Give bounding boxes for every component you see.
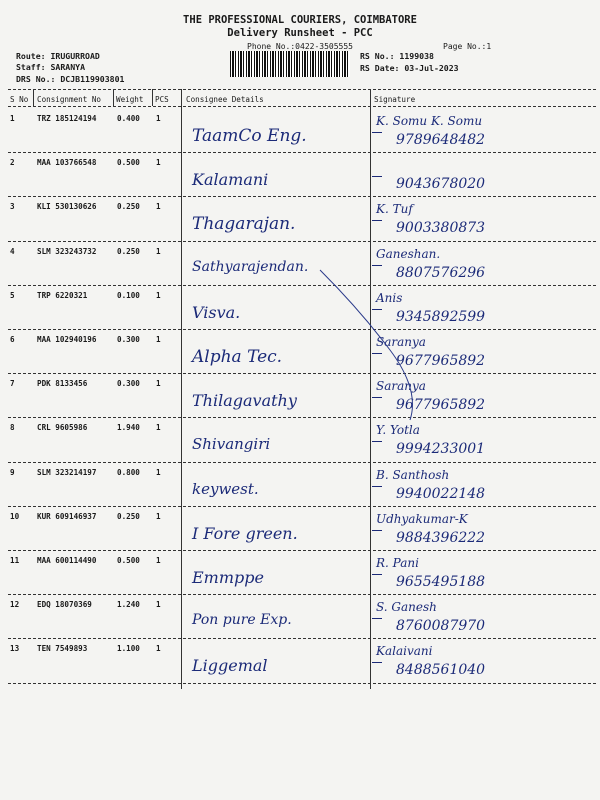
col-consignee: Consignee Details bbox=[186, 95, 264, 104]
col-sno: S No bbox=[10, 95, 29, 104]
row-consignee-handwritten: keywest. bbox=[192, 479, 259, 498]
row-phone-handwritten: 9677965892 bbox=[396, 353, 486, 369]
row-sno: 12 bbox=[10, 600, 20, 610]
runsheet-subtitle: Delivery Runsheet - PCC bbox=[227, 27, 373, 39]
row-signature: Ganeshan. bbox=[376, 246, 441, 261]
row-weight: 0.500 bbox=[117, 556, 140, 565]
drs-number: DRS No.: DCJB119903801 bbox=[16, 74, 125, 84]
row-signature: B. Santhosh bbox=[376, 467, 450, 482]
row-consignment-no: MAA 102940196 bbox=[37, 335, 97, 344]
route-label: Route: IRUGURROAD bbox=[16, 51, 100, 61]
row-phone-handwritten: 9884396222 bbox=[396, 529, 486, 546]
row-phone-handwritten: 9940022148 bbox=[396, 485, 486, 502]
row-pen-dash bbox=[372, 132, 382, 133]
row-consignee-handwritten: Alpha Tec. bbox=[192, 347, 283, 367]
row-separator bbox=[8, 196, 596, 197]
row-pcs: 1 bbox=[156, 423, 161, 433]
row-pcs: 1 bbox=[156, 246, 161, 256]
row-phone-handwritten: 9994233001 bbox=[396, 441, 486, 458]
row-weight: 0.250 bbox=[117, 511, 140, 521]
row-consignee-handwritten: Visva. bbox=[192, 302, 241, 322]
row-weight: 0.500 bbox=[117, 158, 140, 168]
row-phone-handwritten: 9655495188 bbox=[396, 574, 486, 590]
row-consignee-handwritten: I Fore green. bbox=[192, 523, 298, 543]
row-phone-handwritten: 8807576296 bbox=[396, 264, 486, 281]
row-pcs: 1 bbox=[156, 114, 161, 123]
row-separator bbox=[8, 594, 596, 595]
row-weight: 0.250 bbox=[117, 246, 140, 256]
phone-number: Phone No.:0422-3505555 bbox=[247, 42, 353, 51]
row-pen-dash bbox=[372, 574, 382, 575]
row-phone-handwritten: 9043678020 bbox=[396, 176, 486, 193]
row-signature: K. Somu K. Somu bbox=[376, 114, 483, 128]
row-consignment-no: TRP 6220321 bbox=[37, 290, 88, 300]
col-divider bbox=[152, 89, 153, 106]
row-signature: Saranya bbox=[376, 379, 426, 394]
row-sno: 3 bbox=[10, 202, 15, 212]
row-weight: 0.400 bbox=[117, 114, 140, 123]
row-phone-handwritten: 9677965892 bbox=[396, 397, 486, 414]
row-sno: 8 bbox=[10, 423, 15, 433]
row-signature: Kalaivani bbox=[376, 644, 433, 659]
row-pen-dash bbox=[372, 220, 382, 221]
row-consignment-no: TEN 7549893 bbox=[37, 644, 88, 654]
row-separator bbox=[8, 241, 596, 242]
row-signature: Saranya bbox=[376, 335, 426, 349]
row-weight: 0.300 bbox=[117, 379, 140, 389]
row-pcs: 1 bbox=[156, 290, 161, 300]
row-consignee-handwritten: Emmppe bbox=[192, 568, 264, 587]
col-divider bbox=[33, 89, 34, 106]
row-separator bbox=[8, 152, 596, 153]
row-separator bbox=[8, 550, 596, 551]
row-pcs: 1 bbox=[156, 511, 161, 521]
page-number: Page No.:1 bbox=[443, 42, 492, 51]
header-bottom-rule bbox=[8, 106, 596, 107]
row-phone-handwritten: 8488561040 bbox=[396, 662, 486, 679]
row-consignment-no: EDQ 18070369 bbox=[37, 600, 92, 610]
row-consignment-no: CRL 9605986 bbox=[37, 423, 88, 433]
row-weight: 0.800 bbox=[117, 467, 140, 477]
rs-date: RS Date: 03-Jul-2023 bbox=[360, 63, 459, 73]
staff-label: Staff: SARANYA bbox=[16, 62, 86, 72]
row-sno: 2 bbox=[10, 158, 15, 168]
row-separator bbox=[8, 506, 596, 507]
row-sno: 5 bbox=[10, 290, 15, 300]
row-signature: Udhyakumar-K bbox=[376, 511, 468, 526]
row-pen-dash bbox=[372, 662, 382, 663]
row-pcs: 1 bbox=[156, 600, 161, 610]
row-weight: 0.300 bbox=[117, 335, 140, 344]
row-consignment-no: KUR 609146937 bbox=[37, 511, 97, 521]
row-consignee-handwritten: Pon pure Exp. bbox=[192, 612, 292, 629]
row-consignment-no: SLM 323214197 bbox=[37, 467, 97, 477]
rs-number: RS No.: 1199038 bbox=[360, 51, 434, 61]
row-consignee-handwritten: Liggemal bbox=[192, 656, 268, 676]
row-pen-dash bbox=[372, 486, 382, 487]
row-sno: 10 bbox=[10, 511, 20, 521]
row-pcs: 1 bbox=[156, 379, 161, 389]
barcode-image bbox=[230, 51, 350, 77]
row-consignee-handwritten: Thilagavathy bbox=[192, 391, 297, 411]
row-consignment-no: TRZ 185124194 bbox=[37, 114, 97, 123]
col-signature: Signature bbox=[374, 95, 416, 104]
row-signature: Y. Yotla bbox=[376, 423, 420, 438]
row-sno: 1 bbox=[10, 114, 15, 123]
row-pcs: 1 bbox=[156, 467, 161, 477]
row-consignee-handwritten: Shivangiri bbox=[192, 435, 271, 454]
row-signature: S. Ganesh bbox=[376, 600, 437, 615]
row-sno: 4 bbox=[10, 246, 15, 256]
row-consignment-no: MAA 600114490 bbox=[37, 556, 97, 565]
row-phone-handwritten: 9003380873 bbox=[396, 220, 486, 237]
row-pen-dash bbox=[372, 530, 382, 531]
header-top-rule bbox=[8, 89, 596, 90]
row-sno: 7 bbox=[10, 379, 15, 389]
row-pcs: 1 bbox=[156, 644, 161, 654]
row-signature: Anis bbox=[376, 290, 403, 305]
company-title: THE PROFESSIONAL COURIERS, COIMBATORE bbox=[183, 14, 417, 26]
col-consignment: Consignment No bbox=[37, 95, 102, 104]
row-pcs: 1 bbox=[156, 202, 161, 212]
row-weight: 1.940 bbox=[117, 423, 140, 433]
row-consignment-no: PDK 8133456 bbox=[37, 379, 88, 389]
row-weight: 0.100 bbox=[117, 290, 140, 300]
row-pen-dash bbox=[372, 176, 382, 177]
col-pcs: PCS bbox=[155, 95, 169, 104]
col-weight: Weight bbox=[116, 95, 144, 104]
row-pcs: 1 bbox=[156, 335, 161, 344]
row-consignee-handwritten: TaamCo Eng. bbox=[192, 126, 307, 146]
row-consignment-no: SLM 323243732 bbox=[37, 246, 97, 256]
row-consignment-no: MAA 103766548 bbox=[37, 158, 97, 168]
row-separator bbox=[8, 462, 596, 463]
row-sno: 6 bbox=[10, 335, 15, 344]
row-consignee-handwritten: Thagarajan. bbox=[192, 214, 296, 235]
row-signature: R. Pani bbox=[376, 556, 419, 570]
row-pcs: 1 bbox=[156, 158, 161, 168]
row-phone-handwritten: 9345892599 bbox=[396, 308, 486, 325]
row-pen-dash bbox=[372, 441, 382, 442]
col-divider bbox=[113, 89, 114, 106]
row-sno: 11 bbox=[10, 556, 20, 565]
row-separator bbox=[8, 638, 596, 639]
row-weight: 1.240 bbox=[117, 600, 140, 610]
row-consignee-handwritten: Kalamani bbox=[192, 170, 269, 190]
row-weight: 1.100 bbox=[117, 644, 140, 654]
row-sno: 9 bbox=[10, 467, 15, 477]
row-consignment-no: KLI 530130626 bbox=[37, 202, 97, 212]
row-phone-handwritten: 9789648482 bbox=[396, 132, 486, 148]
row-weight: 0.250 bbox=[117, 202, 140, 212]
row-consignee-handwritten: Sathyarajendan. bbox=[192, 258, 309, 275]
col-divider bbox=[181, 89, 182, 689]
row-sno: 13 bbox=[10, 644, 20, 654]
row-phone-handwritten: 8760087970 bbox=[396, 618, 486, 635]
pen-stroke bbox=[300, 250, 420, 430]
row-separator bbox=[8, 683, 596, 684]
row-pen-dash bbox=[372, 618, 382, 619]
row-pcs: 1 bbox=[156, 556, 161, 565]
row-signature: K. Tuf bbox=[376, 202, 413, 217]
